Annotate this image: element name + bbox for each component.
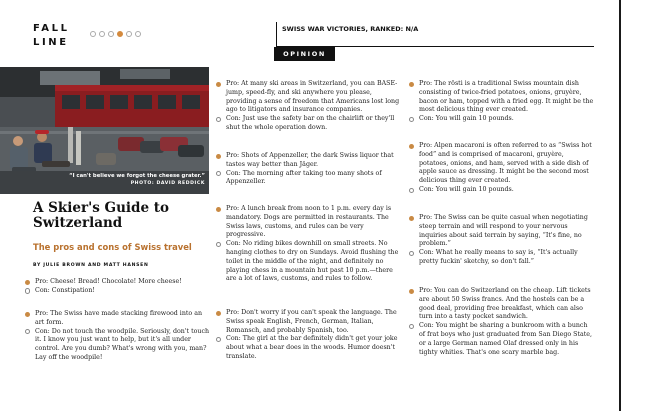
article-deck: The pros and cons of Swiss travel xyxy=(33,242,192,252)
con-entry xyxy=(409,322,595,357)
con-text: Con: What he really means to say is, “It's actually pretty fuckin' sketchy, so don't fall.” xyxy=(419,249,578,265)
page-dot xyxy=(126,31,132,37)
article-photo xyxy=(0,67,209,194)
pro-con-item xyxy=(409,80,595,124)
con-text: Con: You will gain 10 pounds. xyxy=(419,185,514,193)
pro-text: Pro: A lunch break from noon to 1 p.m. every day is mandatory. Dogs are permitted in restaurants. The Swiss laws, customs, and rules can be very progressive. xyxy=(226,205,392,239)
pro-text: Pro: Cheese! Bread! Chocolate! More cheese! xyxy=(35,278,182,285)
pro-entry xyxy=(409,287,595,322)
pro-bullet-icon xyxy=(216,154,221,159)
con-bullet-icon xyxy=(216,242,221,247)
pro-bullet-icon xyxy=(409,216,414,221)
page-indicator-dots xyxy=(90,31,141,39)
pro-con-item xyxy=(409,287,595,357)
photo-credit: PHOTO: DAVID REDDICK xyxy=(130,181,205,186)
con-bullet-icon xyxy=(25,329,30,334)
con-text: Con: You will gain 10 pounds. xyxy=(419,115,514,123)
con-text: Con: Constipation! xyxy=(35,286,95,294)
con-bullet-icon xyxy=(216,171,221,176)
page-dot xyxy=(99,31,105,37)
con-entry xyxy=(409,115,595,124)
con-entry xyxy=(216,115,402,133)
con-bullet-icon xyxy=(409,324,414,329)
pro-con-item xyxy=(216,309,402,362)
con-entry xyxy=(216,170,402,188)
pro-con-item xyxy=(216,80,402,133)
page-dot xyxy=(135,31,141,37)
con-bullet-icon xyxy=(409,117,414,122)
con-text: Con: Just use the safety bar on the chairlift or they'll shut the whole operation down. xyxy=(226,115,395,131)
page-dot xyxy=(108,31,114,37)
con-text: Con: The girl at the bar definitely didn't get your joke about what a bear does in the woods. Humor doesn't translate. xyxy=(226,335,398,360)
pro-bullet-icon xyxy=(216,311,221,316)
con-bullet-icon xyxy=(216,337,221,342)
photo-caption-quote: “I can't believe we forgot the cheese grater.” xyxy=(69,173,205,179)
pro-text: Pro: Alpen macaroni is often referred to as “Swiss hot food” and is comprised of macaroni, gruyère, potatoes, onions, and ham, served with a side dish of apple sauce as dressing. It might be the second most delicious thing ever created. xyxy=(419,142,592,185)
pro-text: Pro: Don't worry if you can't speak the language. The Swiss speak English, French, German, Italian, Romansch, and probably Spanish, too. xyxy=(226,309,397,334)
pro-entry xyxy=(409,142,595,186)
con-text: Con: Do not touch the woodpile. Seriously, don't touch it. I know you just want to help, but it's all under control. Are you dumb? What's wrong with you, man? Lay off the woodpile! xyxy=(35,327,210,361)
con-entry xyxy=(216,335,402,361)
con-entry xyxy=(25,287,211,296)
con-text: Con: The morning after taking too many shots of Appenzeller. xyxy=(226,169,382,186)
pro-text: Pro: The Swiss can be quite casual when negotiating steep terrain and will respond to your nervous inquiries about said terrain by saying, “It's fine, no problem.” xyxy=(419,214,588,248)
pro-bullet-icon xyxy=(25,312,30,317)
pro-bullet-icon xyxy=(409,144,414,149)
pro-bullet-icon xyxy=(409,289,414,294)
pro-text: Pro: Shots of Appenzeller, the dark Swiss liquor that tastes way better than Jäger. xyxy=(226,152,394,168)
article-byline: BY JULIE BROWN AND MATT HANSEN xyxy=(33,263,149,268)
pro-con-item xyxy=(25,310,211,363)
pro-entry xyxy=(216,309,402,335)
pro-entry xyxy=(216,205,402,240)
pro-con-item xyxy=(25,278,211,296)
pro-bullet-icon xyxy=(216,82,221,87)
pro-con-item xyxy=(409,142,595,195)
pro-bullet-icon xyxy=(25,280,30,285)
pro-entry xyxy=(409,214,595,249)
con-entry xyxy=(216,240,402,284)
page-dot xyxy=(90,31,96,37)
pro-bullet-icon xyxy=(216,207,221,212)
con-text: Con: You might be sharing a bunkroom with a bunch of frat boys who just graduated from San Diego State, or a large German named Olaf dressed only in his tighty whities. That's one scary marble bag. xyxy=(419,322,592,356)
section-title: FALL LINE xyxy=(33,23,70,48)
teaser-text: SWISS WAR VICTORIES, RANKED: N/A xyxy=(282,25,419,33)
page-dot-active xyxy=(117,31,123,37)
pro-con-item xyxy=(216,152,402,187)
pro-entry xyxy=(409,80,595,115)
pro-entry xyxy=(25,278,211,287)
pro-entry xyxy=(216,152,402,170)
pro-con-item xyxy=(216,205,402,284)
con-bullet-icon xyxy=(409,188,414,193)
pro-text: Pro: You can do Switzerland on the cheap. Lift tickets are about 50 Swiss francs. And the hostels can be a good deal, providing free breakfast, which can also turn into a tasty pocket sandwich. xyxy=(419,287,591,321)
pro-entry xyxy=(216,80,402,115)
photo-caption xyxy=(5,173,205,187)
pro-con-item xyxy=(409,214,595,267)
con-text: Con: No riding bikes downhill on small streets. No hanging clothes to dry on Sundays. Avoid flushing the toilet in the middle of the night, and definitely no playing chess in a mountain hut past 10 p.m.—there are a lot of laws, customs, and rules to follow. xyxy=(226,240,399,283)
con-bullet-icon xyxy=(216,117,221,122)
pro-text: Pro: At many ski areas in Switzerland, you can BASE-jump, speed-fly, and ski anywhere you please, providing a sense of freedom that Americans lost long ago to litigators and insurance companies. xyxy=(226,80,400,114)
pro-bullet-icon xyxy=(409,82,414,87)
con-entry xyxy=(409,186,595,195)
con-bullet-icon xyxy=(409,251,414,256)
page-edge-rule xyxy=(619,0,621,411)
pro-text: Pro: The Swiss have made stacking firewood into an art form. xyxy=(35,310,203,326)
con-bullet-icon xyxy=(25,288,30,293)
con-entry xyxy=(409,249,595,267)
opinion-tag: OPINION xyxy=(274,47,335,61)
pro-entry xyxy=(25,310,211,328)
con-entry xyxy=(25,328,211,363)
pro-text: Pro: The rösti is a traditional Swiss mountain dish consisting of twice-fried potatoes, onions, gruyère, bacon or ham, topped with a fried egg. It might be the most delicious thing ever created. xyxy=(419,80,594,114)
header-divider xyxy=(276,22,277,46)
article-headline: A Skier's Guide to Switzerland xyxy=(33,200,169,231)
